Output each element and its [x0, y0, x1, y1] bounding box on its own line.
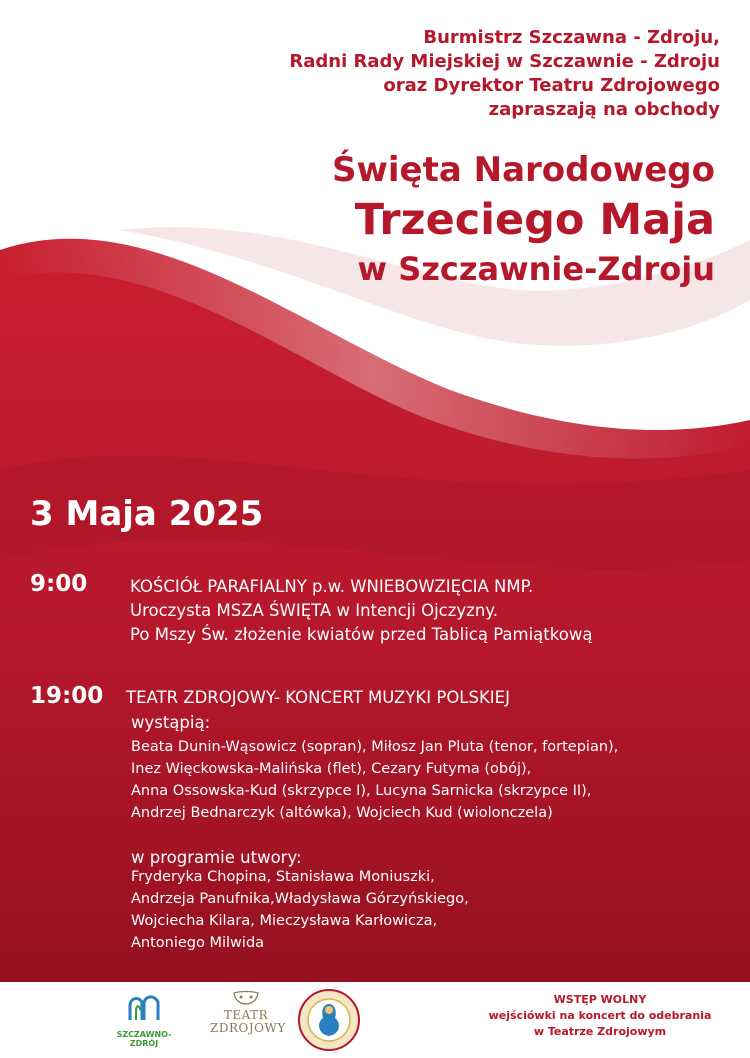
program-line: Fryderyka Chopina, Stanisława Moniuszki,: [131, 869, 435, 885]
header-line: Burmistrz Szczawna - Zdroju,: [423, 27, 720, 48]
szczawno-zdroj-logo: [104, 992, 184, 1048]
teatr-logo-line2: ZDROJOWY: [210, 1021, 286, 1035]
invitation-header: [289, 26, 720, 122]
event2-headline: TEATR ZDROJOWY- KONCERT MUZYKI POLSKIEJ: [126, 688, 510, 707]
event1-line: Po Mszy Św. złożenie kwiatów przed Tablicą Pamiątkową: [130, 625, 593, 644]
performer-line: Anna Ossowska-Kud (skrzypce I), Lucyna Sarnicka (skrzypce II),: [131, 783, 592, 799]
program-line: Antoniego Milwida: [131, 935, 265, 951]
info-line: w Teatrze Zdrojowym: [533, 1025, 667, 1038]
teatr-zdrojowy-logo: [210, 990, 286, 1050]
performer-line: Andrzej Bednarczyk (altówka), Wojciech Kud (wiolonczela): [131, 805, 553, 821]
event2-time: 19:00: [30, 683, 104, 709]
free-entry-info: [470, 992, 730, 1040]
szczawno-logo-text: SZCZAWNO-ZDRÓJ: [116, 1030, 172, 1048]
header-line: oraz Dyrektor Teatru Zdrojowego: [383, 75, 720, 96]
title-line-1: Święta Narodowego: [331, 150, 715, 190]
event-date: 3 Maja 2025: [30, 494, 264, 534]
footer: [0, 982, 750, 1058]
title-line-3: w Szczawnie-Zdroju: [357, 250, 715, 288]
parish-seal-icon: [297, 988, 361, 1052]
teatr-logo-line1: TEATR: [223, 1008, 269, 1022]
program-label: w programie utwory:: [131, 848, 302, 867]
info-line: WSTĘP WOLNY: [553, 993, 647, 1006]
title-line-2: Trzeciego Maja: [354, 195, 715, 245]
theatre-mask-icon: [232, 991, 260, 1005]
event1-description: [130, 575, 592, 647]
header-line: Radni Rady Miejskiej w Szczawnie - Zdroju: [289, 51, 720, 72]
performer-line: Inez Więckowska-Malińska (flet), Cezary Futyma (obój),: [131, 761, 532, 777]
performers-label: wystąpią:: [131, 713, 211, 732]
program-list: [131, 866, 469, 954]
event-title: [332, 148, 715, 290]
program-line: Andrzeja Panufnika,Władysława Górzyńskiego,: [131, 891, 469, 907]
performer-line: Beata Dunin-Wąsowicz (sopran), Miłosz Jan Pluta (tenor, fortepian),: [131, 739, 619, 755]
program-line: Wojciecha Kilara, Mieczysława Karłowicza,: [131, 913, 438, 929]
szczawno-arches-icon: [124, 992, 164, 1022]
event1-line: Uroczysta MSZA ŚWIĘTA w Intencji Ojczyzny.: [130, 601, 498, 620]
event1-line: KOŚCIÓŁ PARAFIALNY p.w. WNIEBOWZIĘCIA NMP.: [130, 577, 534, 596]
performers-list: [131, 736, 618, 824]
event1-time: 9:00: [30, 571, 88, 597]
info-line: wejściówki na koncert do odebrania: [488, 1009, 712, 1022]
header-line: zapraszają na obchody: [488, 99, 720, 120]
